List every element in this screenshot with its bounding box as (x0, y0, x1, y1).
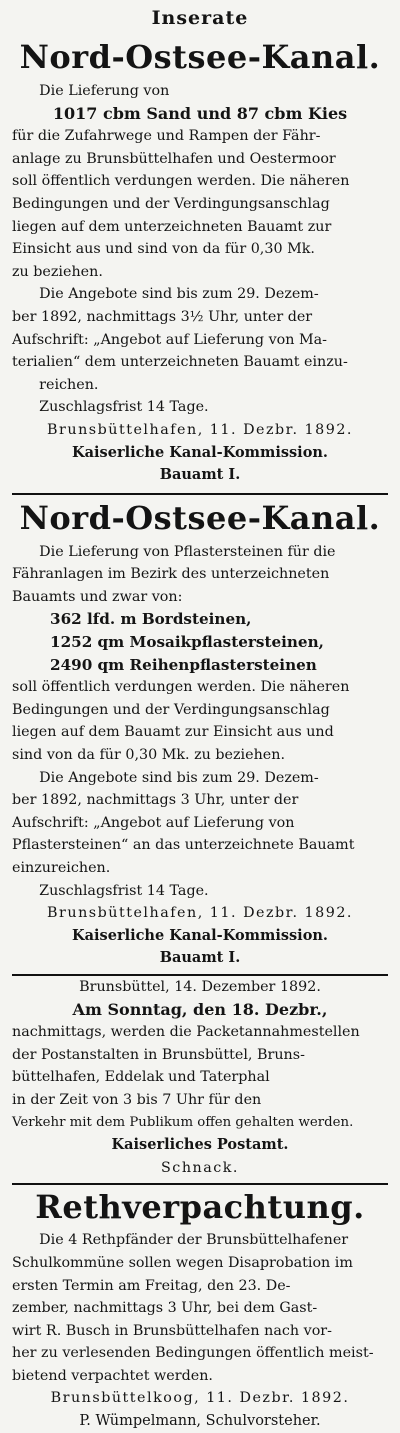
ad-line: liegen auf dem Bauamt zur Einsicht aus und (12, 724, 334, 741)
ad-rethverpachtung (12, 1185, 388, 1432)
ad-line: einzureichen. (12, 860, 111, 876)
ad-line: anlage zu Brunsbüttelhafen und Oestermoor (12, 150, 336, 167)
ad-line: soll öffentlich verdungen werden. Die näheren (12, 173, 350, 190)
ad-line: Bedingungen und der Verdingungsanschlag (12, 701, 330, 718)
ad-line: büttelhafen, Eddelak und Taterphal (12, 1069, 270, 1086)
ad-line: Die Lieferung von Pflastersteinen für die (39, 543, 336, 560)
ad-line: Aufschrift: „Angebot auf Lieferung von (12, 814, 295, 831)
ad-signature: Kaiserliche Kanal-Kommission. (72, 926, 328, 944)
ad-title: Nord-Ostsee-Kanal. (19, 498, 381, 537)
ad-line: in der Zeit von 3 bis 7 Uhr für den (12, 1091, 262, 1108)
material-item: 2490 qm Reihenpflastersteinen (50, 655, 317, 674)
ad-line: reichen. (39, 376, 99, 393)
ad-dateline: Brunsbüttel, 14. Dezember 1892. (79, 978, 321, 995)
ad-signature: P. Wümpelmann, Schulvorsteher. (79, 1413, 321, 1430)
ad-line: ber 1892, nachmittags 3½ Uhr, unter der (12, 308, 313, 325)
ad-signature: Schnack. (161, 1159, 239, 1176)
ad-line: Einsicht aus und sind von da für 0,30 Mk. (12, 241, 315, 258)
ad-title: Nord-Ostsee-Kanal. (19, 38, 381, 76)
ad-kanal-pflastersteine (12, 495, 388, 970)
ad-line: ber 1892, nachmittags 3 Uhr, unter der (12, 792, 299, 809)
ad-line: wirt R. Busch in Brunsbüttelhafen nach vor- (12, 1322, 332, 1339)
material-item: 362 lfd. m Bordsteinen, (50, 610, 252, 629)
ad-line: terialien“ dem unterzeichneten Bauamt einzu- (12, 354, 348, 371)
ad-line: Fähranlagen im Bezirk des unterzeichneten (12, 566, 330, 583)
ad-kanal-sand-kies (12, 34, 388, 487)
ad-signature: Bauamt I. (159, 949, 241, 967)
ad-line: Am Sonntag, den 18. Dezbr., (72, 999, 328, 1019)
ad-line: für die Zufahrwege und Rampen der Fähr- (12, 128, 321, 145)
ad-line: Verkehr mit dem Publikum offen gehalten werden. (12, 1114, 354, 1130)
ad-line: Aufschrift: „Angebot auf Lieferung von Ma- (12, 331, 328, 348)
ad-line: her zu verlesenden Bedingungen öffentlich meist- (12, 1345, 374, 1362)
ad-line: Die 4 Rethpfänder der Brunsbüttelhafener (39, 1232, 349, 1249)
ad-line: ersten Termin am Freitag, den 23. De- (12, 1277, 291, 1294)
ad-signature: Kaiserliches Postamt. (111, 1136, 289, 1154)
ad-line: der Postanstalten in Brunsbüttel, Bruns- (12, 1046, 305, 1063)
ad-line: Schulkommüne sollen wegen Disaprobation im (12, 1254, 353, 1271)
ad-line: Bedingungen und der Verdingungsanschlag (12, 195, 330, 212)
ad-signature: Kaiserliche Kanal-Kommission. (72, 443, 328, 461)
ad-line: Die Lieferung von (39, 83, 170, 99)
ad-deadline: Zuschlagsfrist 14 Tage. (39, 882, 209, 899)
ad-line: Die Angebote sind bis zum 29. Dezem- (39, 769, 319, 786)
ad-line: Pflastersteinen“ an das unterzeichnete Bauamt (12, 837, 355, 854)
ad-line: soll öffentlich verdungen werden. Die näheren (12, 679, 350, 696)
ad-dateline: Brunsbüttelkoog, 11. Dezbr. 1892. (50, 1390, 350, 1407)
ad-title: Rethverpachtung. (35, 1188, 365, 1227)
ad-signature: Bauamt I. (159, 466, 241, 484)
ad-line: zu beziehen. (12, 263, 103, 280)
material-item: 1252 qm Mosaikpflastersteinen, (50, 633, 324, 652)
ad-line: bietend verpachtet werden. (12, 1367, 213, 1384)
ad-deadline: Zuschlagsfrist 14 Tage. (39, 399, 209, 416)
ad-line: 1017 cbm Sand und 87 cbm Kies (52, 103, 348, 123)
section-header: Inserate (151, 7, 249, 29)
material-list (12, 608, 388, 676)
ad-line: Die Angebote sind bis zum 29. Dezem- (39, 286, 319, 303)
ad-dateline: Brunsbüttelhafen, 11. Dezbr. 1892. (47, 421, 353, 438)
ad-line: Bauamts und zwar von: (12, 588, 183, 605)
ad-postamt (12, 976, 388, 1179)
ad-line: sind von da für 0,30 Mk. zu beziehen. (12, 747, 286, 764)
ad-line: zember, nachmittags 3 Uhr, bei dem Gast- (12, 1300, 318, 1317)
ad-line: nachmittags, werden die Packetannahmestellen (12, 1024, 360, 1041)
ad-dateline: Brunsbüttelhafen, 11. Dezbr. 1892. (47, 905, 353, 922)
ad-line: liegen auf dem unterzeichneten Bauamt zur (12, 218, 332, 235)
